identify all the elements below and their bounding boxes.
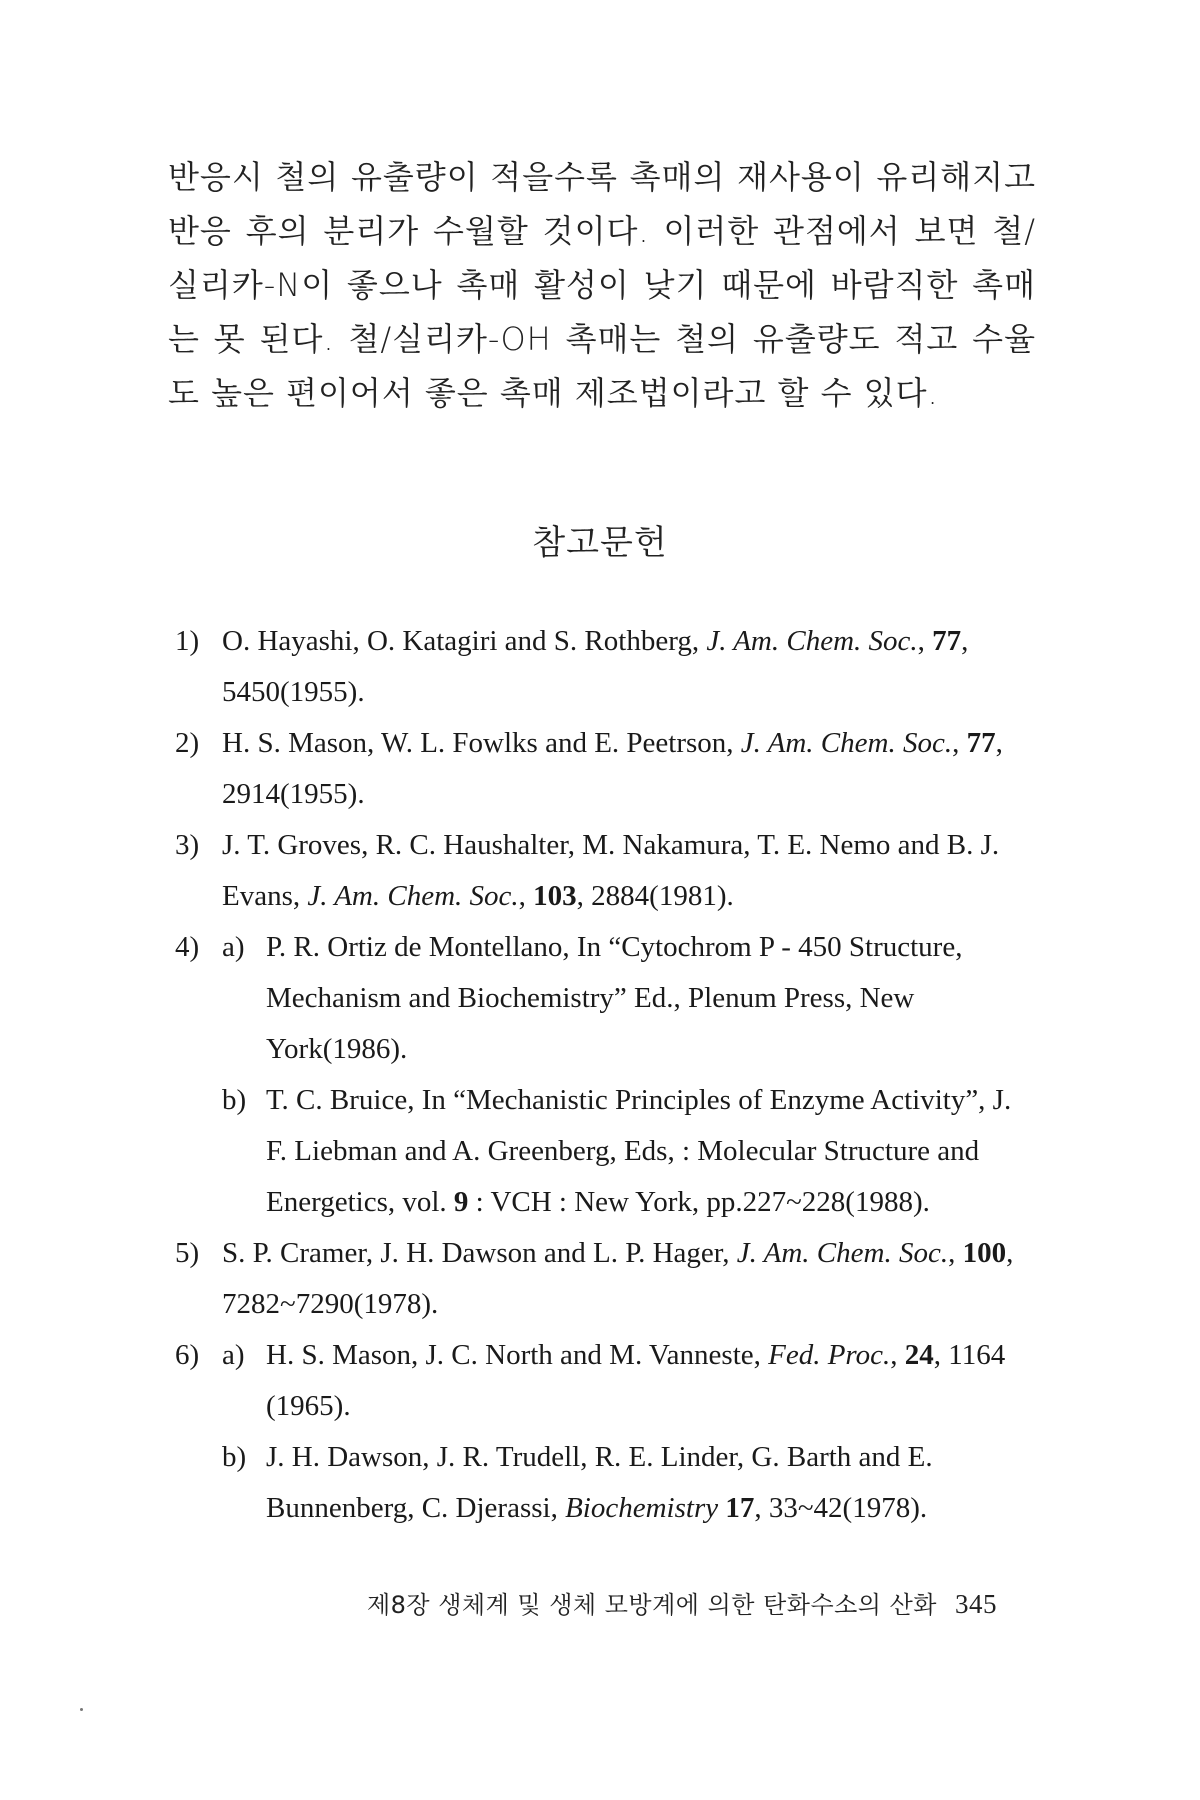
reference-authors: H. S. Mason, W. L. Fowlks and E. Peetrson, xyxy=(222,727,741,759)
subitem-text: T. C. Bruice, In “Mechanistic Principles of Enzyme Activity”, J. F. Liebman and A. Greenberg, Eds, : Molecular Structure and Energetics, vol. xyxy=(266,1084,1012,1218)
reference-pages: , 7282~7290(1978). xyxy=(222,1237,1014,1320)
reference-authors: O. Hayashi, O. Katagiri and S. Rothberg, xyxy=(222,625,707,657)
reference-volume: 103 xyxy=(533,880,577,912)
reference-journal: J. Am. Chem. Soc. xyxy=(740,727,953,759)
reference-subitem-4a xyxy=(222,922,1035,1075)
reference-journal: J. Am. Chem. Soc. xyxy=(307,880,519,912)
reference-item-1 xyxy=(175,616,1035,718)
reference-pages: , 1164 (1965). xyxy=(266,1339,1006,1422)
subitem-text: H. S. Mason, J. C. North and M. Vanneste, xyxy=(266,1339,769,1371)
reference-item-3 xyxy=(175,820,1035,922)
subitem-label: a) xyxy=(222,931,245,963)
reference-journal: Biochemistry xyxy=(565,1492,719,1524)
reference-pages: , 2914(1955). xyxy=(222,727,1003,810)
reference-journal: J. Am. Chem. Soc. xyxy=(706,625,918,657)
reference-item-5 xyxy=(175,1228,1035,1330)
reference-pages: , 2884(1981). xyxy=(576,880,734,912)
reference-volume: 77 xyxy=(932,625,962,657)
subitem-label: b) xyxy=(222,1084,247,1116)
reference-number: 6) xyxy=(175,1339,200,1371)
reference-separator: , xyxy=(518,880,534,912)
reference-number: 5) xyxy=(175,1237,200,1269)
reference-authors: J. T. Groves, R. C. Haushalter, M. Nakamura, T. E. Nemo and B. J. Evans, xyxy=(222,829,1000,912)
subitem-text: P. R. Ortiz de Montellano, In “Cytochrom P - 450 Structure, Mechanism and Biochemistry” Ed., Plenum Press, New York(1986). xyxy=(266,931,963,1065)
reference-list xyxy=(175,616,1035,1534)
reference-number: 3) xyxy=(175,829,200,861)
chapter-title: 제8장 생체계 및 생체 모방계에 의한 탄화수소의 산화 xyxy=(366,1591,937,1619)
reference-volume: 77 xyxy=(966,727,996,759)
page-footer xyxy=(367,1585,997,1620)
reference-subitem-6b xyxy=(222,1432,1035,1534)
reference-number: 1) xyxy=(175,625,200,657)
reference-journal: J. Am. Chem. Soc. xyxy=(736,1237,949,1269)
reference-authors: S. P. Cramer, J. H. Dawson and L. P. Hager, xyxy=(222,1237,737,1269)
reference-pages: , 33~42(1978). xyxy=(754,1492,928,1524)
reference-separator: , xyxy=(917,625,933,657)
reference-item-2 xyxy=(175,718,1035,820)
reference-separator: , xyxy=(952,727,967,759)
reference-volume: 100 xyxy=(962,1237,1007,1269)
reference-pages: , 5450(1955). xyxy=(222,625,969,708)
body-paragraph: 반응시 철의 유출량이 적을수록 촉매의 재사용이 유리해지고 반응 후의 분리가 수월할 것이다. 이러한 관점에서 보면 철/실리카-N이 좋으나 촉매 활성이 낮기 때문에 바람직한 촉매는 못 된다. 철/실리카-OH 촉매는 철의 유출량도 적고 수율도 높은 편이어서 좋은 촉매 제조법이라고 할 수 있다. xyxy=(168,158,1036,412)
reference-subitem-4b xyxy=(222,1075,1035,1228)
reference-number: 2) xyxy=(175,727,200,759)
reference-item-4 xyxy=(175,922,1035,1228)
reference-volume: 24 xyxy=(904,1339,934,1371)
reference-number: 4) xyxy=(175,931,200,963)
references-heading: 참고문헌 xyxy=(532,523,668,563)
reference-pages: : VCH : New York, pp.227~228(1988). xyxy=(468,1186,930,1218)
reference-separator: , xyxy=(890,1339,905,1371)
scan-speck xyxy=(80,1708,83,1711)
reference-separator: , xyxy=(948,1237,963,1269)
subitem-label: b) xyxy=(222,1441,247,1473)
subitem-label: a) xyxy=(222,1339,245,1371)
reference-subitem-6a xyxy=(222,1330,1035,1432)
reference-journal: Fed. Proc. xyxy=(768,1339,891,1371)
reference-volume: 17 xyxy=(725,1492,755,1524)
reference-item-6 xyxy=(175,1330,1035,1534)
subitem-text: J. H. Dawson, J. R. Trudell, R. E. Linder, G. Barth and E. Bunnenberg, C. Djerassi, xyxy=(266,1441,933,1524)
page-number: 345 xyxy=(955,1589,997,1619)
reference-volume: 9 xyxy=(453,1186,469,1218)
